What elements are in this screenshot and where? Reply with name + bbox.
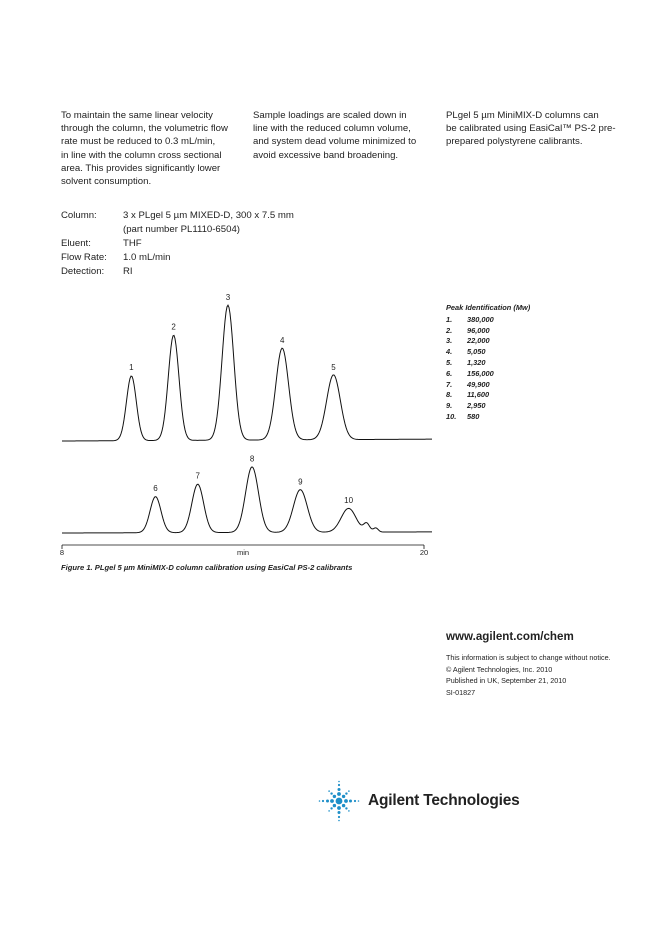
condition-label: Eluent: [61, 238, 91, 249]
intro-line: and system dead volume minimized to [253, 136, 417, 148]
intro-line: rate must be reduced to 0.3 mL/min, [61, 136, 216, 148]
figure-caption: Figure 1. PLgel 5 µm MiniMIX-D column calibration using EasiCal PS-2 calibrants [61, 563, 353, 572]
peak-number: 10. [446, 411, 457, 421]
brand-name: Agilent Technologies [368, 792, 520, 809]
condition-label: Column: [61, 210, 97, 221]
peak-label: 2 [171, 322, 176, 332]
intro-line: To maintain the same linear velocity [61, 110, 213, 121]
peak-label: 5 [331, 363, 336, 373]
condition-value: THF [123, 238, 142, 249]
intro-line: area. This provides significantly lower [61, 162, 221, 174]
peak-number: 6. [446, 368, 453, 378]
intro-line: through the column, the volumetric flow [61, 123, 228, 135]
peak-mw: 1,320 [467, 357, 486, 367]
contact-block [446, 630, 611, 698]
peak-number: 2. [446, 325, 453, 335]
condition-label: Flow Rate: [61, 252, 107, 263]
disclaimer-line: This information is subject to change without notice. [446, 653, 611, 662]
peak-label: 9 [298, 477, 303, 487]
peak-table-title: Peak Identification (Mw) [446, 303, 531, 312]
condition-value: 3 x PLgel 5 µm MIXED-D, 300 x 7.5 mm [123, 210, 294, 221]
condition-label: Detection: [61, 266, 105, 277]
peak-label: 10 [344, 496, 354, 506]
x-tick-label: 20 [419, 548, 429, 557]
peak-label: 1 [129, 363, 134, 373]
series-line [62, 467, 432, 533]
agilent-logo [318, 780, 520, 822]
peak-mw: 2,950 [467, 401, 486, 411]
peak-mw: 156,000 [467, 368, 494, 378]
peak-mw: 380,000 [467, 314, 494, 324]
peak-mw: 5,050 [467, 347, 486, 357]
copyright-line: © Agilent Technologies, Inc. 2010 [446, 664, 553, 674]
intro-line: prepared polystyrene calibrants. [446, 136, 583, 148]
peak-label: 4 [279, 336, 285, 346]
peak-number: 8. [446, 390, 453, 400]
peak-number: 3. [446, 336, 453, 346]
peak-mw: 49,900 [467, 379, 490, 389]
document-id: SI-01827 [446, 687, 476, 697]
intro-line: solvent consumption. [61, 176, 152, 188]
peak-mw: 580 [467, 411, 480, 421]
intro-line: line with the reduced column volume, [253, 123, 411, 135]
agilent-spark-icon [318, 780, 360, 822]
website-url[interactable]: www.agilent.com/chem [446, 630, 574, 643]
x-tick-label: 8 [59, 548, 65, 557]
peak-number: 5. [446, 357, 453, 367]
condition-value: RI [123, 266, 133, 277]
intro-line: Sample loadings are scaled down in [253, 110, 407, 121]
peak-label: 8 [249, 454, 255, 464]
peak-mw: 11,600 [467, 390, 490, 400]
condition-value: 1.0 mL/min [123, 252, 171, 263]
peak-label: 7 [195, 471, 200, 481]
peak-number: 4. [446, 347, 453, 357]
peak-mw: 96,000 [467, 325, 490, 335]
peak-label: 6 [153, 483, 158, 493]
intro-line: be calibrated using EasiCal™ PS-2 pre- [446, 123, 616, 135]
publication-date-line: Published in UK, September 21, 2010 [446, 676, 567, 686]
intro-line: avoid excessive band broadening. [253, 149, 399, 161]
peak-number: 7. [446, 379, 453, 389]
intro-line: PLgel 5 µm MiniMIX-D columns can [446, 110, 599, 121]
x-axis-label: min [236, 548, 250, 557]
peak-number: 9. [446, 401, 453, 411]
intro-line: in line with the column cross sectional [61, 149, 222, 161]
peak-number: 1. [446, 314, 453, 324]
condition-value: (part number PL1110-6504) [123, 224, 240, 235]
peak-mw: 22,000 [467, 336, 490, 346]
peak-label: 3 [225, 293, 231, 302]
series-line [62, 305, 432, 441]
